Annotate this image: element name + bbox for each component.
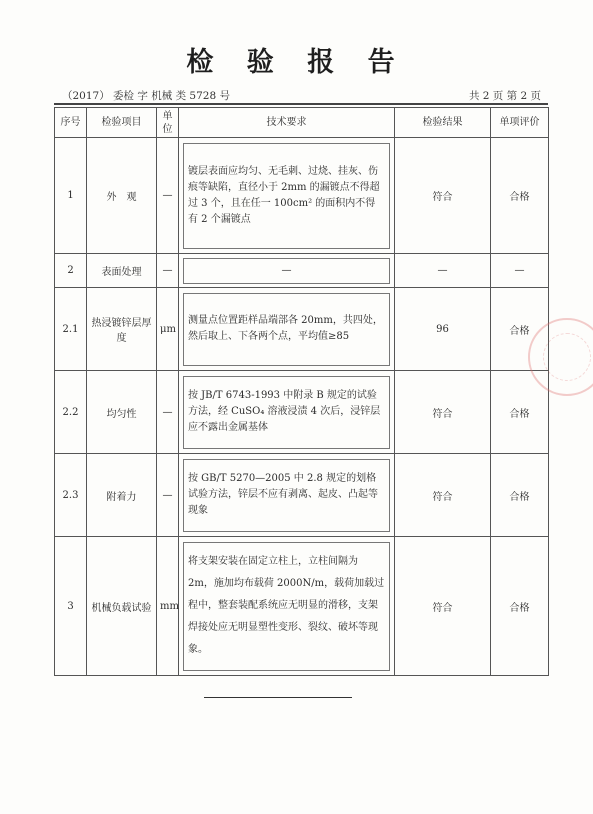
table-header-row bbox=[55, 108, 549, 138]
row-item: 附着力 bbox=[87, 454, 157, 537]
row-no: 2.3 bbox=[55, 454, 87, 537]
table-row bbox=[55, 371, 549, 454]
table-row bbox=[55, 537, 549, 676]
row-result: 符合 bbox=[395, 371, 491, 454]
end-of-report-line bbox=[204, 697, 352, 698]
row-no: 2 bbox=[55, 254, 87, 288]
table-row bbox=[55, 138, 549, 254]
header-no: 序号 bbox=[55, 108, 87, 138]
row-requirement: 将支架安装在固定立柱上，立柱间隔为 2m，施加均布载荷 2000N/m，载荷加载过程中，整套装配系统应无明显的滑移，支架焊接处应无明显塑性变形、裂纹、破坏等现象。 bbox=[183, 542, 390, 671]
table-row bbox=[55, 254, 549, 288]
row-unit: — bbox=[157, 454, 179, 537]
report-title: 检 验 报 告 bbox=[186, 47, 407, 78]
table-row bbox=[55, 454, 549, 537]
row-result: 符合 bbox=[395, 454, 491, 537]
row-requirement: 按 GB/T 5270—2005 中 2.8 规定的划格试验方法，锌层不应有剥离、起皮、凸起等现象 bbox=[183, 459, 390, 532]
row-requirement: 按 JB/T 6743-1993 中附录 B 规定的试验方法，经 CuSO₄ 溶液浸渍 4 次后，浸锌层应不露出金属基体 bbox=[183, 376, 390, 449]
header-requirement: 技术要求 bbox=[179, 108, 395, 138]
row-unit: — bbox=[157, 138, 179, 254]
header-unit: 单位 bbox=[157, 108, 179, 138]
row-item: 热浸镀锌层厚度 bbox=[87, 288, 157, 371]
row-no: 3 bbox=[55, 537, 87, 676]
row-result: 符合 bbox=[395, 138, 491, 254]
row-requirement: 镀层表面应均匀、无毛刺、过烧、挂灰、伤痕等缺陷，直径小于 2mm 的漏镀点不得超过 3 个，且在任一 100cm² 的面积内不得有 2 个漏镀点 bbox=[183, 143, 390, 249]
row-item: 外 观 bbox=[87, 138, 157, 254]
row-evaluation: — bbox=[491, 254, 549, 288]
row-evaluation: 合格 bbox=[491, 288, 549, 371]
row-requirement: 测量点位置距样品端部各 20mm，共四处，然后取上、下各两个点，平均值≥85 bbox=[183, 293, 390, 366]
row-unit: mm bbox=[157, 537, 179, 676]
row-evaluation: 合格 bbox=[491, 138, 549, 254]
table-row bbox=[55, 288, 549, 371]
row-unit: — bbox=[157, 254, 179, 288]
row-no: 1 bbox=[55, 138, 87, 254]
report-number: （2017） 委检 字 机械 类 5728 号 bbox=[62, 90, 230, 102]
row-evaluation: 合格 bbox=[491, 537, 549, 676]
row-no: 2.1 bbox=[55, 288, 87, 371]
row-unit: — bbox=[157, 371, 179, 454]
row-requirement: — bbox=[183, 258, 390, 284]
row-item: 表面处理 bbox=[87, 254, 157, 288]
row-result: 符合 bbox=[395, 537, 491, 676]
official-seal-inner-ring bbox=[543, 333, 591, 381]
row-item: 机械负载试验 bbox=[87, 537, 157, 676]
page-indicator: 共 2 页 第 2 页 bbox=[468, 90, 541, 102]
header-result: 检验结果 bbox=[395, 108, 491, 138]
row-result: 96 bbox=[395, 288, 491, 371]
row-no: 2.2 bbox=[55, 371, 87, 454]
row-item: 均匀性 bbox=[87, 371, 157, 454]
header-item: 检验项目 bbox=[87, 108, 157, 138]
row-evaluation: 合格 bbox=[491, 371, 549, 454]
header-evaluation: 单项评价 bbox=[491, 108, 549, 138]
row-evaluation: 合格 bbox=[491, 454, 549, 537]
inspection-table bbox=[54, 107, 549, 676]
row-result: — bbox=[395, 254, 491, 288]
header-rule bbox=[54, 103, 548, 105]
row-unit: μm bbox=[157, 288, 179, 371]
